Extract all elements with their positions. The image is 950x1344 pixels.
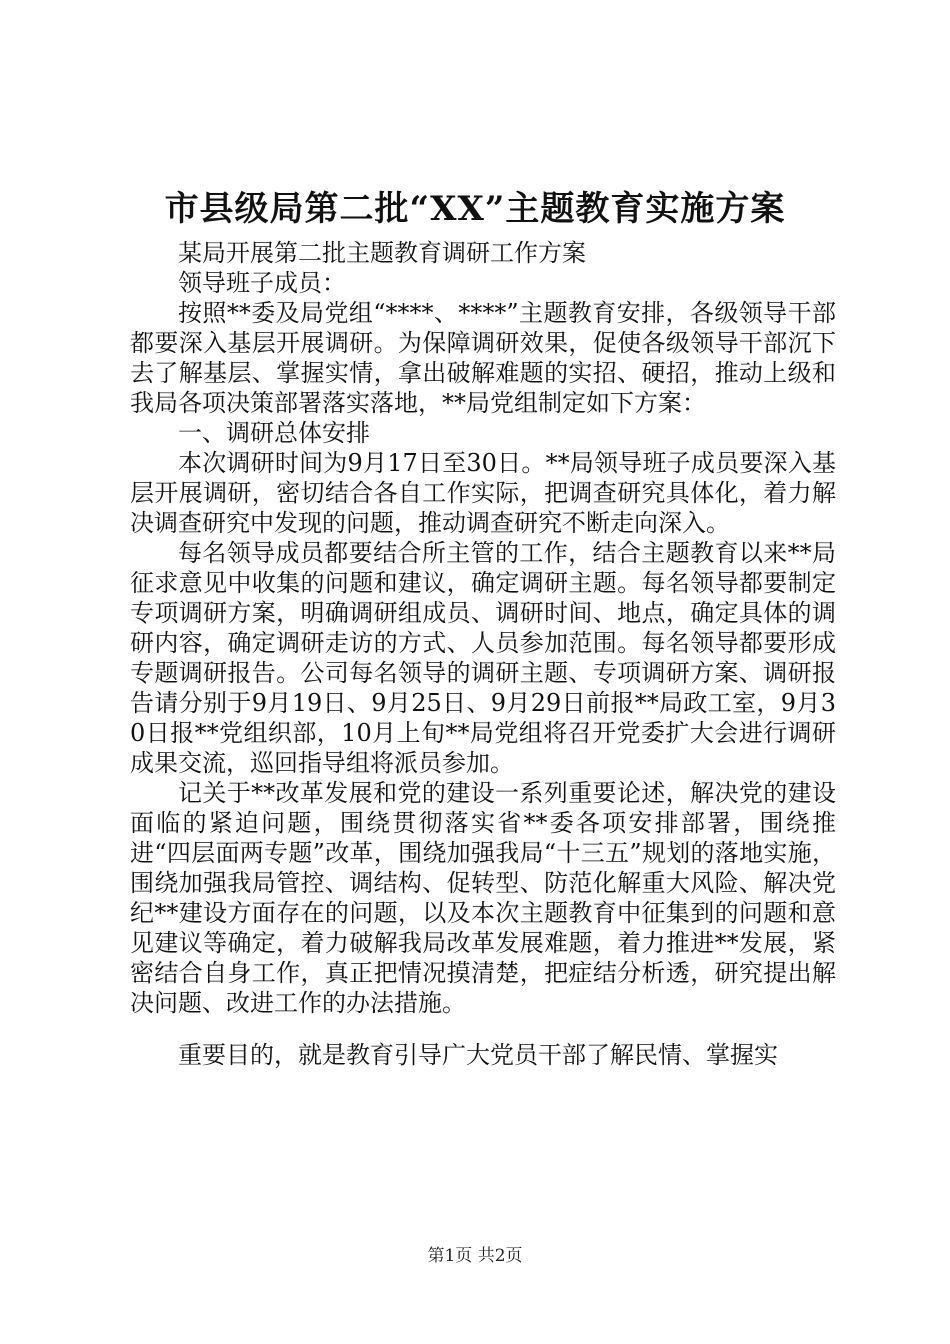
paragraph-topics: 记关于**改革发展和党的建设一系列重要论述，解决党的建设面临的紧迫问题，围绕贯彻落实省**委各项安排部署，围绕推进“四层面两专题”改革，围绕加强我局“十三五”规划的落地实施，围绕加强我局管控、调结构、促转型、防范化解重大风险、解决党纪**建设方面存在的问题，以及本次主题教育中征集到的问题和意见建议等确定，着力破解我局改革发展难题，着力推进**发展，紧密结合自身工作，真正把情况摸清楚，把症结分析透，研究提出解决问题、改进工作的办法措施。: [130, 779, 836, 1017]
paragraph-intro: 按照**委及局党组“****、****”主题教育安排，各级领导干部都要深入基层开展调研。为保障调研效果，促使各级领导干部沉下去了解基层、掌握实情，拿出破解难题的实招、硬招，推动上级和我局各项决策部署落实落地，**局党组制定如下方案：: [130, 299, 836, 417]
paragraph-purpose: 重要目的，就是教育引导广大党员干部了解民情、掌握实: [178, 1041, 778, 1069]
document-title: 市县级局第二批“XX”主题教育实施方案: [164, 189, 786, 229]
paragraph-schedule: 本次调研时间为9月17日至30日。**局领导班子成员要深入基层开展调研，密切结合各自工作实际，把调查研究具体化，着力解决调查研究中发现的问题，推动调查研究不断走向深入。: [130, 449, 836, 537]
paragraph-subtitle: 某局开展第二批主题教育调研工作方案: [178, 239, 586, 267]
paragraph-salutation: 领导班子成员：: [178, 269, 346, 297]
document-body: [130, 238, 836, 1070]
section-heading-1: 一、调研总体安排: [178, 419, 370, 447]
page-number-footer: 第1页 共2页: [427, 1246, 523, 1266]
paragraph-requirements: 每名领导成员都要结合所主管的工作，结合主题教育以来**局征求意见中收集的问题和建议，确定调研主题。每名领导都要制定专项调研方案，明确调研组成员、调研时间、地点，确定具体的调研内容，确定调研走访的方式、人员参加范围。每名领导都要形成专题调研报告。公司每名领导的调研主题、专项调研方案、调研报告请分别于9月19日、9月25日、9月29日前报**局政工室，9月30日报**党组织部，10月上旬**局党组将召开党委扩大会进行调研成果交流，巡回指导组将派员参加。: [130, 539, 836, 777]
